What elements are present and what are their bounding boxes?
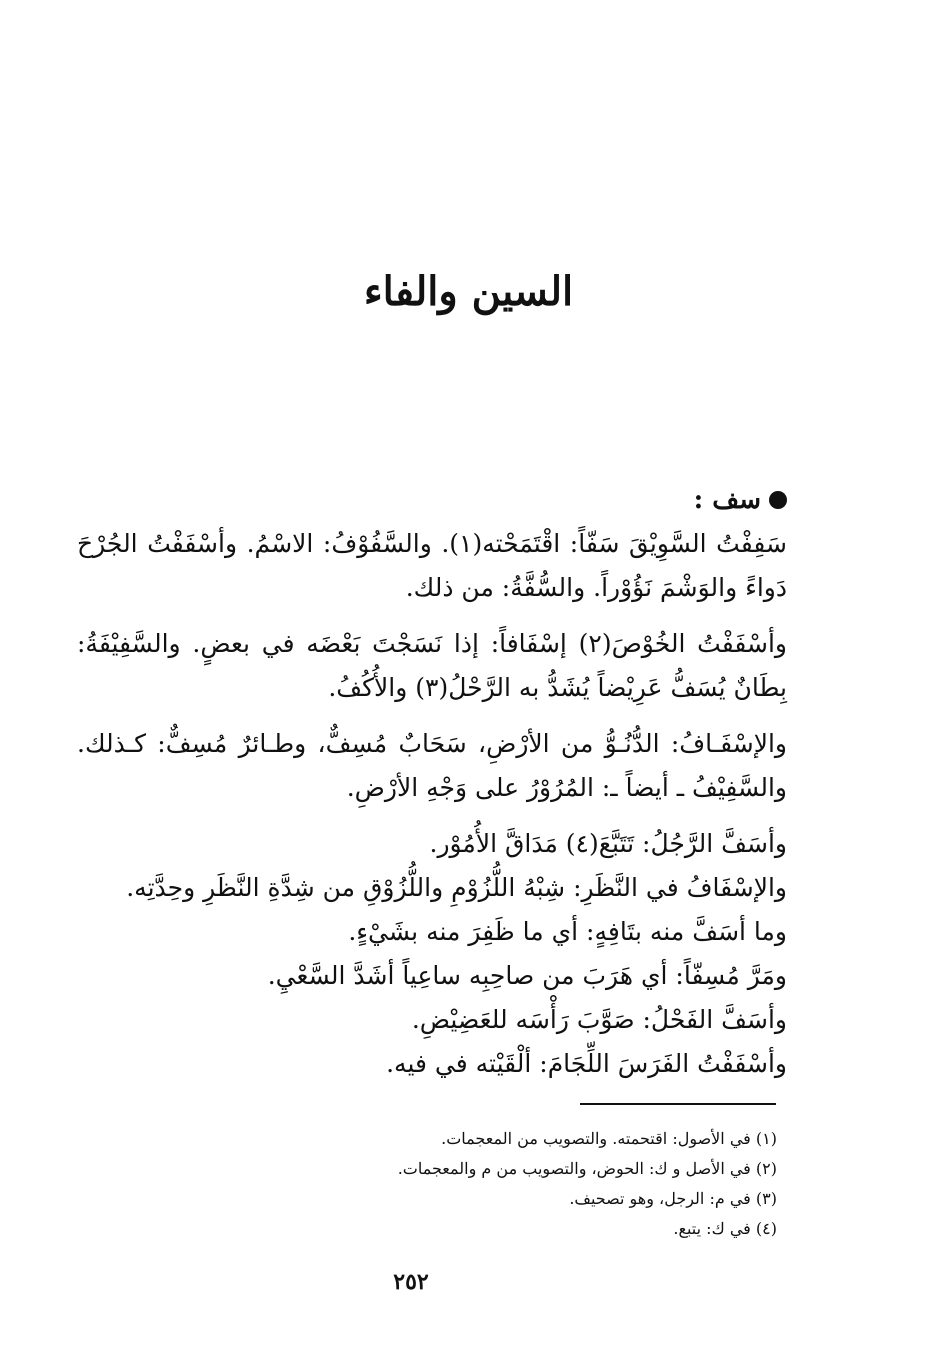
footnote-divider (580, 1103, 776, 1105)
text-line: وما أسَفَّ منه بتَافِهٍ: أي ما ظَفِرَ منه بشَيْءٍ. (348, 917, 787, 946)
entry-head-label: سف : (693, 485, 761, 515)
text-line: وأسْفَفْتُ الفَرَسَ اللِّجَامَ: ألْقَيْته في فيه. (386, 1049, 787, 1078)
text-line: ومَرَّ مُسِفّاً: أي هَرَبَ من صاحِبِه ساعِياً أشَدَّ السَّعْيِ. (267, 961, 787, 990)
footnote: (٣) في م: الرجل، وهو تصحيف. (569, 1189, 777, 1208)
text-line: وأسَفَّ الرَّجُلُ: تَتَبَّعَ(٤) مَدَاقَّ الأُمُوْر. (429, 829, 787, 858)
text-line: وأسَفَّ الفَحْلُ: صَوَّبَ رَأْسَه للعَضِيْضِ. (411, 1005, 787, 1034)
bullet-icon (769, 491, 787, 509)
footnote: (١) في الأصول: اقتحمته. والتصويب من المعجمات. (441, 1129, 777, 1148)
paragraph-1: سَفِفْتُ السَّوِيْقَ سَفّاً: اقْتَمَحْته(١). والسَّفُوْفُ: الاسْمُ. وأسْفَفْتُ الجُرْحَ دَواءً والوَشْمَ نَؤُوْراً. والسُّفَّةُ: من ذلك. (77, 529, 787, 602)
paragraph-2: وأسْفَفْتُ الخُوْصَ(٢) إسْفَافاً: إذا نَسَجْتَ بَعْضَه في بعضٍ. والسَّفِيْفَةُ: بِطَانٌ يُسَفُّ عَرِيْضاً يُشَدُّ به الرَّحْلُ(٣) والأُكُفُ. (77, 629, 787, 702)
entry-head (77, 480, 787, 520)
footnote: (٢) في الأصل و ك: الحوض، والتصويب من م والمعجمات. (397, 1159, 777, 1178)
paragraph-3: والإسْفَـافُ: الدُّنُـوُّ من الأرْضِ، سَحَابٌ مُسِفٌّ، وطـائرٌ مُسِفٌّ: كـذلك. والسَّفِيْفُ ـ أيضاً ـ: المُرُوْرُ على وَجْهِ الأرْضِ. (77, 729, 787, 802)
chapter-title: السين والفاء (363, 268, 574, 315)
short-lines (77, 822, 787, 1086)
footnote: (٤) في ك: يتبع. (673, 1219, 777, 1238)
entry-body (77, 480, 787, 1086)
page-number: ٢٥٢ (393, 1269, 429, 1295)
text-line: والإسْفَافُ في النَّظَرِ: شِبْهُ اللُّزُوْمِ واللُّزُوْقِ من شِدَّةِ النَّظَرِ وحِدَّتِه. (126, 873, 787, 902)
footnotes (177, 1124, 777, 1244)
